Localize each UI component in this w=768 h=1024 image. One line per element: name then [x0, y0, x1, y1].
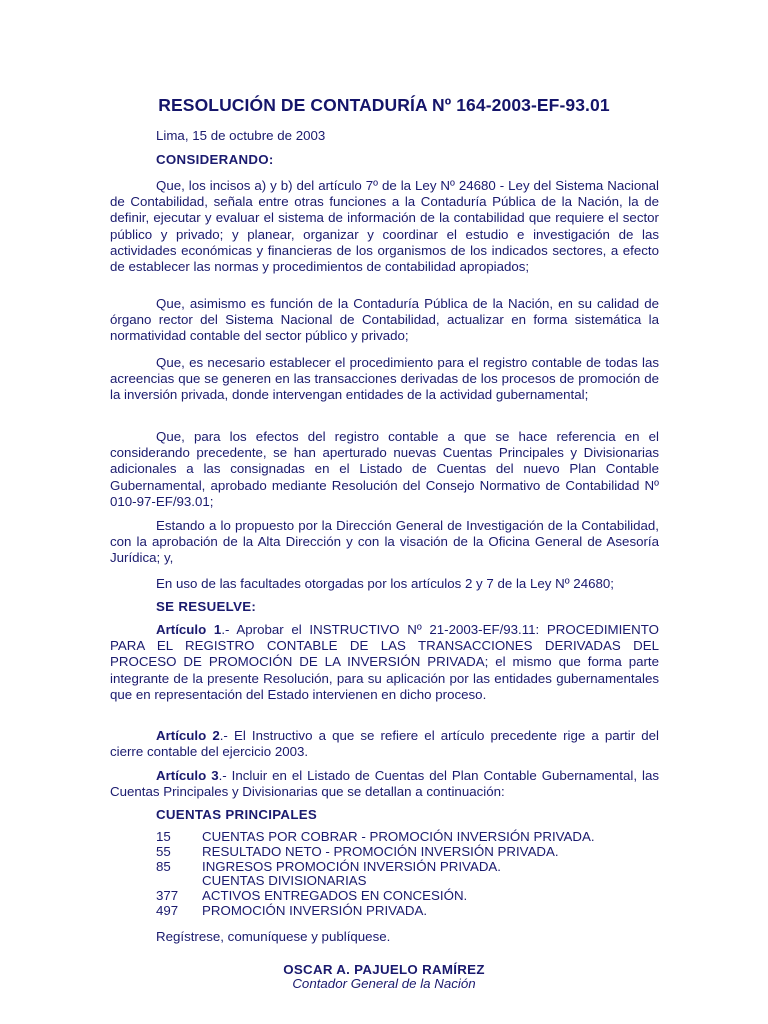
account-code: 55 [156, 843, 171, 859]
account-name: CUENTAS DIVISIONARIAS [202, 873, 367, 889]
article-1: Artículo 1.- Aprobar el INSTRUCTIVO Nº 21-2003-EF/93.11: PROCEDIMIENTO PARA EL REGISTRO CONTABLE DE LAS TRANSACCIONES DERIVADAS DEL PROCESO DE PROMOCIÓN DE LA INVERSIÓN PRIVADA; el mismo que forma parte integrante de la presente Resolución, para su aplicación por las entidades gubernamentales que en representación del Estado intervienen en dicho proceso. [110, 622, 659, 702]
article-2-label: Artículo 2 [156, 728, 220, 743]
account-name: ACTIVOS ENTREGADOS EN CONCESIÓN. [202, 888, 468, 904]
paragraph-1: Que, los incisos a) y b) del artículo 7º de la Ley Nº 24680 - Ley del Sistema Nacional de Contabilidad, señala entre otras funciones a la Contaduría Pública de la Nación, la de definir, ejecutar y evaluar el sistema de información de la contabilidad que requiere el sector público y privado; y planear, organizar y coordinar el estudio e investigación de las actividades económicas y financieras de los organismos de los indicados sectores, a efecto de establecer las normas y procedimientos de contabilidad apropiados; [110, 178, 659, 275]
article-2: Artículo 2.- El Instructivo a que se refiere el artículo precedente rige a partir del cierre contable del ejercicio 2003. [110, 728, 659, 760]
list-item [156, 874, 676, 889]
account-code: 15 [156, 829, 171, 844]
account-code: 497 [156, 902, 179, 918]
article-3: Artículo 3.- Incluir en el Listado de Cuentas del Plan Contable Gubernamental, las Cuentas Principales y Divisionarias que se detallan a continuación: [110, 768, 659, 800]
account-name: CUENTAS POR COBRAR - PROMOCIÓN INVERSIÓN PRIVADA. [202, 829, 595, 844]
account-code: 85 [156, 858, 171, 874]
article-1-label: Artículo 1 [156, 622, 222, 637]
paragraph-2: Que, asimismo es función de la Contaduría Pública de la Nación, en su calidad de órgano rector del Sistema Nacional de Contabilidad, actualizar en forma sistemática la normatividad contable del sector público y privado; [110, 296, 659, 344]
en-uso-paragraph: En uso de las facultades otorgadas por los artículos 2 y 7 de la Ley Nº 24680; [156, 576, 614, 591]
closing-line: Regístrese, comuníquese y publíquese. [156, 929, 391, 944]
account-name: INGRESOS PROMOCIÓN INVERSIÓN PRIVADA. [202, 858, 501, 874]
article-3-label: Artículo 3 [156, 768, 219, 783]
signatory-role: Contador General de la Nación [292, 976, 476, 991]
document-title: RESOLUCIÓN DE CONTADURÍA Nº 164-2003-EF-93.01 [158, 95, 610, 115]
list-item [156, 904, 676, 919]
accounts-list [156, 830, 676, 919]
considerando-heading: CONSIDERANDO: [156, 152, 274, 167]
se-resuelve-heading: SE RESUELVE: [156, 599, 257, 614]
paragraph-5: Estando a lo propuesto por la Dirección General de Investigación de la Contabilidad, con la aprobación de la Alta Dirección y con la visación de la Oficina General de Asesoría Jurídica; y, [110, 518, 659, 566]
account-name: PROMOCIÓN INVERSIÓN PRIVADA. [202, 902, 428, 918]
list-item [156, 860, 676, 875]
list-item [156, 845, 676, 860]
list-item [156, 830, 676, 845]
list-item [156, 889, 676, 904]
account-name: RESULTADO NETO - PROMOCIÓN INVERSIÓN PRIVADA. [202, 843, 559, 859]
paragraph-3: Que, es necesario establecer el procedimiento para el registro contable de todas las acreencias que se generen en las transacciones derivadas de los procesos de promoción de la inversión privada, donde intervengan entidades de la actividad gubernamental; [110, 355, 659, 403]
paragraph-4: Que, para los efectos del registro contable a que se hace referencia en el considerando precedente, se han aperturado nuevas Cuentas Principales y Divisionarias adicionales a las consignadas en el Listado de Cuentas del nuevo Plan Contable Gubernamental, aprobado mediante Resolución del Consejo Normativo de Contabilidad Nº 010-97-EF/93.01; [110, 429, 659, 509]
account-code: 377 [156, 888, 179, 904]
document-date: Lima, 15 de octubre de 2003 [156, 128, 326, 143]
cuentas-principales-heading: CUENTAS PRINCIPALES [156, 807, 318, 822]
signatory-name: OSCAR A. PAJUELO RAMÍREZ [283, 962, 485, 977]
account-code [156, 874, 202, 889]
